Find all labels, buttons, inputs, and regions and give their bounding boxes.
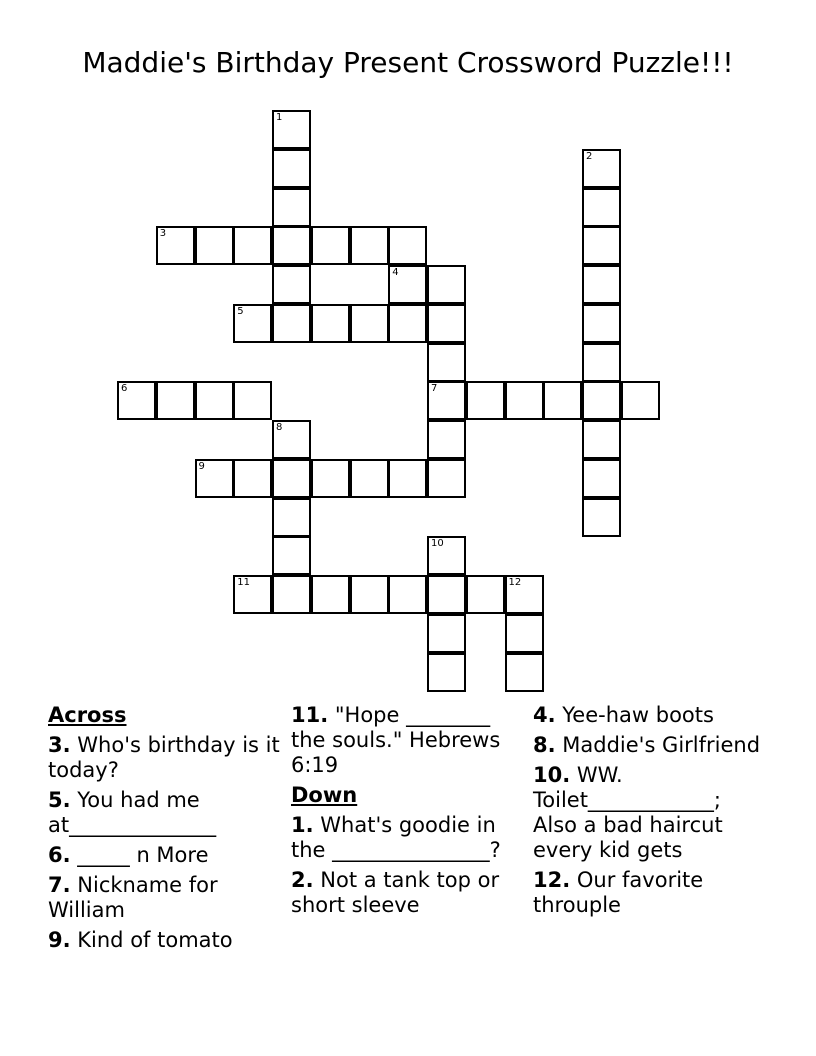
grid-cell[interactable]	[582, 381, 621, 420]
clue-item	[48, 928, 283, 953]
down-heading: Down	[291, 783, 358, 807]
clue-num: 3.	[48, 733, 71, 757]
grid-cell[interactable]	[350, 226, 389, 265]
clue-number: 9	[198, 460, 205, 472]
clue-num: 11.	[291, 703, 329, 727]
grid-cell[interactable]	[388, 265, 427, 304]
clue-text: Not a tank top or short sleeve	[291, 868, 500, 917]
clue-text: What's goodie in the _______________?	[291, 813, 501, 862]
grid-cell[interactable]	[272, 226, 311, 265]
clue-num: 7.	[48, 873, 71, 897]
grid-cell[interactable]	[582, 149, 621, 188]
clue-text: Yee-haw boots	[555, 703, 714, 727]
clue-item	[291, 868, 526, 918]
grid-cell[interactable]	[505, 614, 544, 653]
grid-cell[interactable]	[272, 265, 311, 304]
clue-number: 8	[276, 422, 283, 433]
grid-cell[interactable]	[311, 304, 350, 343]
clue-item	[291, 703, 526, 778]
grid-cell[interactable]	[272, 110, 311, 149]
grid-cell[interactable]	[582, 343, 621, 382]
clue-item	[48, 873, 283, 923]
grid-cell[interactable]	[233, 226, 272, 265]
clues-column-3	[533, 703, 768, 923]
grid-cell[interactable]	[272, 498, 311, 537]
grid-cell[interactable]	[195, 459, 234, 498]
clue-number: 1	[276, 112, 283, 123]
down-clue-list-continued	[533, 703, 768, 918]
grid-cell[interactable]	[427, 653, 466, 692]
grid-cell[interactable]	[272, 459, 311, 498]
clue-text: Kind of tomato	[70, 928, 233, 952]
clue-item	[533, 703, 768, 728]
down-clue-list	[291, 813, 526, 918]
grid-cell[interactable]	[621, 381, 660, 420]
clue-number: 7	[431, 383, 438, 395]
grid-cell[interactable]	[233, 575, 272, 614]
grid-cell[interactable]	[233, 304, 272, 343]
grid-cell[interactable]	[233, 381, 272, 420]
clue-num: 6.	[48, 843, 71, 867]
clue-number: 6	[121, 383, 128, 395]
grid-cell[interactable]	[156, 226, 195, 265]
grid-cell[interactable]	[272, 536, 311, 575]
grid-cell[interactable]	[233, 459, 272, 498]
grid-cell[interactable]	[311, 575, 350, 614]
grid-cell[interactable]	[388, 575, 427, 614]
clue-number: 11	[237, 577, 250, 588]
grid-cell[interactable]	[427, 265, 466, 304]
grid-cell[interactable]	[582, 459, 621, 498]
clue-number: 12	[508, 577, 522, 588]
grid-cell[interactable]	[272, 575, 311, 614]
clue-num: 12.	[533, 868, 571, 892]
grid-cell[interactable]	[350, 575, 389, 614]
grid-cell[interactable]	[582, 188, 621, 227]
clue-item	[48, 843, 283, 868]
clue-text: Our favorite throuple	[533, 868, 704, 917]
clue-text: You had me at______________	[48, 788, 217, 837]
clues-column-2	[291, 703, 526, 923]
grid-cell[interactable]	[582, 226, 621, 265]
clue-number: 2	[586, 150, 593, 162]
grid-cell[interactable]	[427, 304, 466, 343]
grid-cell[interactable]	[311, 459, 350, 498]
clue-text: Nickname for William	[48, 873, 218, 922]
grid-cell[interactable]	[505, 653, 544, 692]
grid-cell[interactable]	[427, 536, 466, 575]
grid-cell[interactable]	[582, 304, 621, 343]
clue-num: 4.	[533, 703, 556, 727]
grid-cell[interactable]	[466, 381, 505, 420]
clue-num: 10.	[533, 763, 571, 787]
across-clue-list-continued	[291, 703, 526, 778]
grid-cell[interactable]	[272, 304, 311, 343]
clue-number: 5	[237, 305, 244, 317]
clue-num: 5.	[48, 788, 71, 812]
clue-number: 10	[431, 538, 444, 550]
grid-cell[interactable]	[427, 381, 466, 420]
grid-cell[interactable]	[388, 226, 427, 265]
grid-cell[interactable]	[582, 498, 621, 537]
grid-cell[interactable]	[117, 381, 156, 420]
grid-cell[interactable]	[350, 304, 389, 343]
clue-text: Maddie's Girlfriend	[555, 733, 761, 757]
grid-cell[interactable]	[195, 381, 234, 420]
clue-num: 9.	[48, 928, 71, 952]
clue-item	[48, 788, 283, 838]
clue-text: WW. Toilet____________; Also a bad haircut every kid gets	[533, 763, 723, 862]
across-heading: Across	[48, 703, 127, 727]
clue-item	[533, 763, 768, 863]
clue-num: 1.	[291, 813, 314, 837]
clue-item	[533, 868, 768, 918]
grid-cell[interactable]	[427, 343, 466, 382]
clue-number: 3	[159, 228, 167, 240]
clue-item	[48, 733, 283, 783]
clue-item	[291, 813, 526, 863]
grid-cell[interactable]	[427, 420, 466, 459]
grid-cell[interactable]	[388, 304, 427, 343]
grid-cell[interactable]	[505, 575, 544, 614]
grid-cell[interactable]	[427, 575, 466, 614]
grid-cell[interactable]	[543, 381, 582, 420]
grid-cell[interactable]	[582, 265, 621, 304]
grid-cell[interactable]	[195, 226, 234, 265]
clue-item	[533, 733, 768, 758]
across-clue-list	[48, 733, 283, 953]
grid-cell[interactable]	[427, 459, 466, 498]
grid-cell[interactable]	[350, 459, 389, 498]
grid-cell[interactable]	[505, 381, 544, 420]
grid-cell[interactable]	[272, 188, 311, 227]
grid-cell[interactable]	[427, 614, 466, 653]
clue-number: 4	[392, 267, 399, 278]
grid-cell[interactable]	[272, 149, 311, 188]
grid-cell[interactable]	[272, 420, 311, 459]
clue-text: Who's birthday is it today?	[48, 733, 280, 782]
grid-cell[interactable]	[582, 420, 621, 459]
grid-cell[interactable]	[156, 381, 195, 420]
clue-text: "Hope ________ the souls." Hebrews 6:19	[291, 703, 501, 777]
puzzle-title: Maddie's Birthday Present Crossword Puzzle!!!	[82, 46, 734, 79]
grid-cell[interactable]	[388, 459, 427, 498]
clues-column-1	[48, 703, 283, 958]
clue-num: 2.	[291, 868, 314, 892]
grid-cell[interactable]	[311, 226, 350, 265]
clue-text: _____ n More	[70, 843, 209, 867]
grid-cell[interactable]	[466, 575, 505, 614]
clue-num: 8.	[533, 733, 556, 757]
